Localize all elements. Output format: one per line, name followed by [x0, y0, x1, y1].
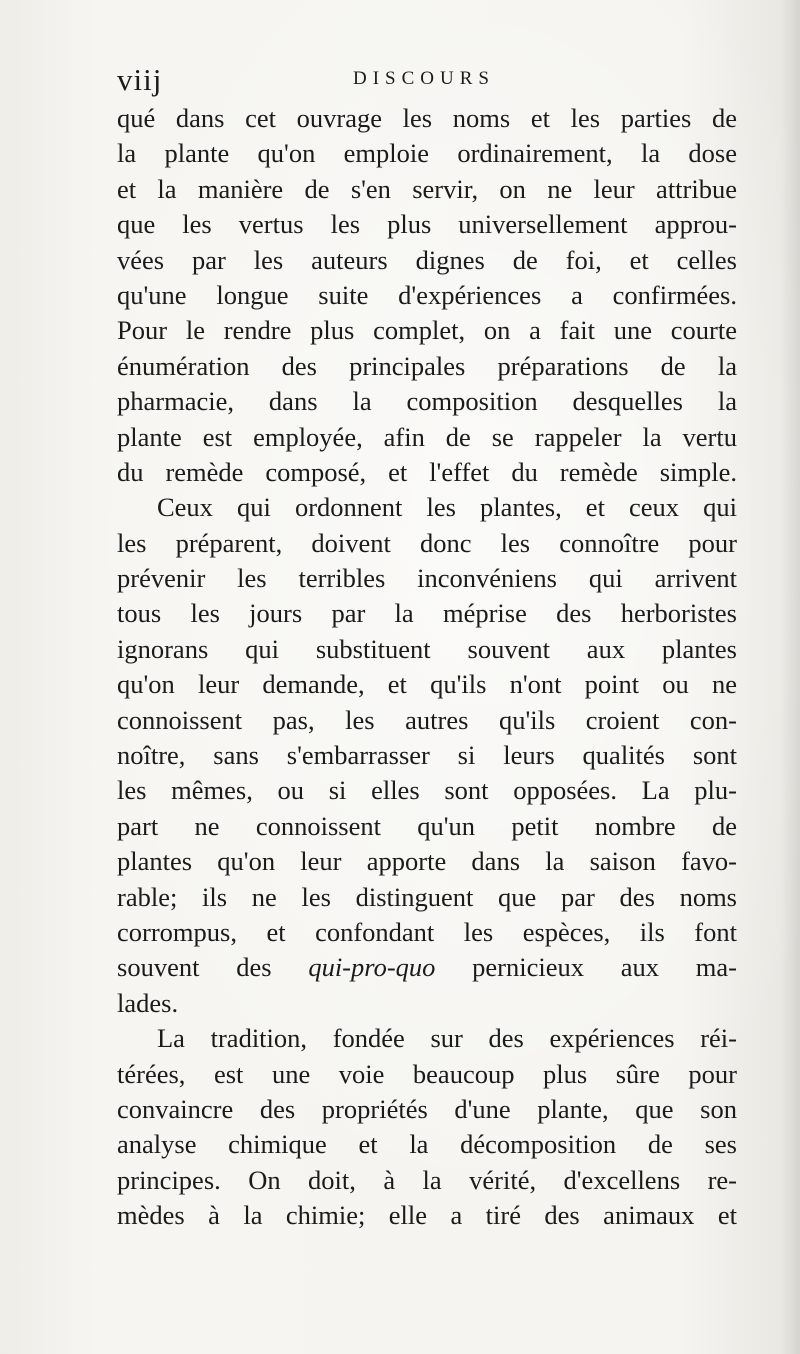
text-line: et la manière de s'en servir, on ne leur attribue [117, 173, 737, 204]
text-line: corrompus, et confondant les espèces, ils font [117, 916, 737, 947]
text-line: énumération des principales préparations de la [117, 350, 737, 381]
text-line: la plante qu'on emploie ordinairement, la dose [117, 138, 737, 169]
text-fragment: pernicieux aux ma- [435, 952, 738, 983]
text-line: vées par les auteurs dignes de foi, et celles [117, 244, 737, 275]
text-line: connoissent pas, les autres qu'ils croient con- [117, 704, 737, 735]
text-line: du remède composé, et l'effet du remède simple. [117, 456, 737, 487]
paragraph-start-line: Ceux qui ordonnent les plantes, et ceux qui [157, 492, 737, 523]
text-fragment: souvent des [117, 952, 309, 983]
text-line: convaincre des propriétés d'une plante, que son [117, 1093, 737, 1124]
text-line: Pour le rendre plus complet, on a fait une courte [117, 315, 737, 346]
text-line: les mêmes, ou si elles sont opposées. La plu- [117, 775, 737, 806]
italic-phrase: qui-pro-quo [308, 952, 436, 983]
text-line: part ne connoissent qu'un petit nombre de [117, 810, 737, 841]
text-line: qu'on leur demande, et qu'ils n'ont point ou ne [117, 669, 737, 700]
body-text [117, 101, 737, 1234]
page-number: viij [117, 62, 163, 97]
text-line: qu'une longue suite d'expériences a confirmées. [117, 279, 737, 310]
page-header [117, 62, 737, 98]
text-line: noître, sans s'embarrasser si leurs qualités sont [117, 740, 737, 771]
text-line-with-italic [117, 950, 737, 985]
text-line: mèdes à la chimie; elle a tiré des animaux et [117, 1200, 737, 1231]
text-line: rable; ils ne les distinguent que par des noms [117, 881, 737, 912]
text-line: térées, est une voie beaucoup plus sûre pour [117, 1058, 737, 1089]
text-line: plantes qu'on leur apporte dans la saison favo- [117, 846, 737, 877]
text-line: les préparent, doivent donc les connoître pour [117, 527, 737, 558]
running-head: DISCOURS [353, 68, 495, 89]
text-line: pharmacie, dans la composition desquelles la [117, 386, 737, 417]
paragraph-end-line: lades. [117, 987, 179, 1018]
page-edge-shadow [780, 0, 800, 1354]
paragraph-start-line: La tradition, fondée sur des expériences réi- [157, 1023, 737, 1054]
text-line: que les vertus les plus universellement approu- [117, 209, 737, 240]
text-line: qué dans cet ouvrage les noms et les parties de [117, 103, 737, 133]
text-line: analyse chimique et la décomposition de ses [117, 1129, 737, 1160]
text-line: ignorans qui substituent souvent aux plantes [117, 633, 737, 664]
text-line: plante est employée, afin de se rappeler la vertu [117, 421, 737, 452]
text-line: tous les jours par la méprise des herboristes [117, 598, 737, 629]
text-line: prévenir les terribles inconvéniens qui arrivent [117, 563, 737, 594]
text-line: principes. On doit, à la vérité, d'excellens re- [117, 1164, 737, 1195]
